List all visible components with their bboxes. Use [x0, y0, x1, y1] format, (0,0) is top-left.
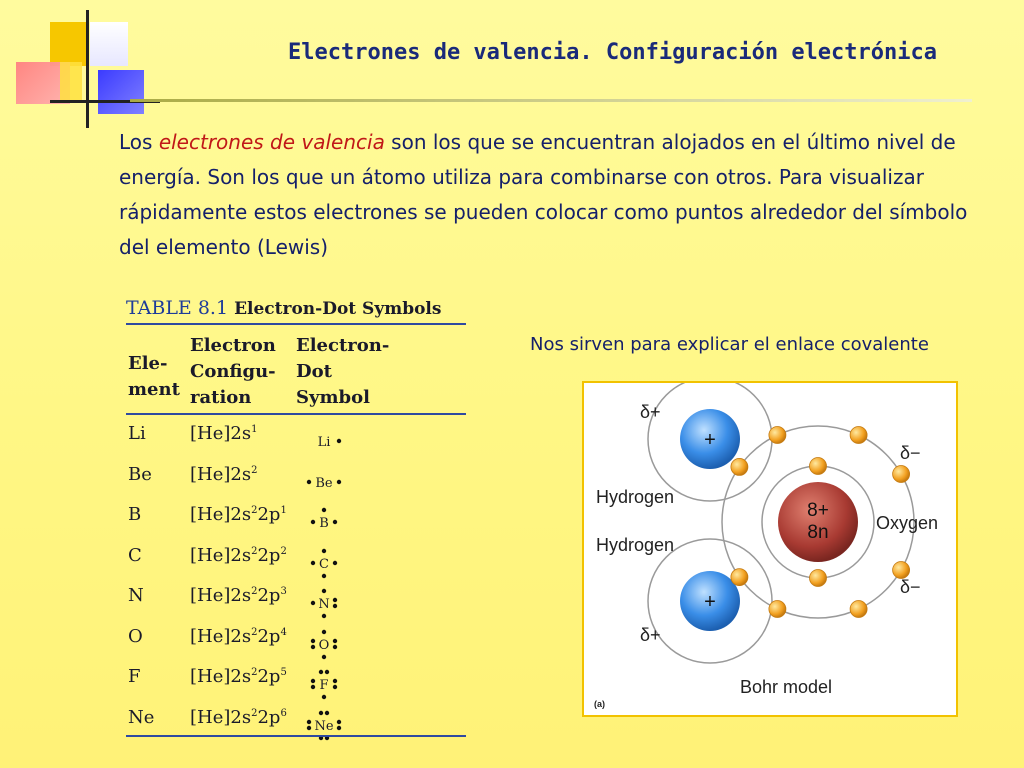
valence-electron-dot	[319, 710, 323, 714]
row-dot-symbol	[302, 423, 372, 463]
valence-electron-dot	[337, 725, 341, 729]
bohr-model-svg	[584, 383, 956, 715]
delta-plus-bottom: δ+	[640, 625, 661, 645]
paragraph-after: son los que se encuentran alojados en el último nivel de energía. Son los que un átomo utiliza para combinarse con otros. Para visualizar rápidamente estos electrones se pueden colocar como puntos alrededor del símbolo del elemento (Lewis)	[119, 130, 968, 259]
dot-symbol-text: O	[318, 637, 330, 653]
electron	[731, 458, 748, 475]
subtitle: Nos sirven para explicar el enlace covalente	[530, 334, 929, 355]
delta-plus-top: δ+	[640, 402, 661, 422]
row-dot-symbol	[302, 545, 372, 585]
electron	[850, 427, 867, 444]
panel-tag: (a)	[594, 699, 605, 709]
row-config: $[He]2s^22p^6$	[190, 706, 287, 728]
table-row	[126, 585, 456, 625]
valence-electron-dot	[322, 614, 326, 618]
valence-electron-dot	[319, 670, 323, 674]
valence-electron-dot	[333, 679, 337, 683]
row-element: B	[128, 504, 142, 525]
dot-symbol-text: N	[318, 597, 330, 612]
logo-square-blue	[98, 70, 144, 114]
table-row	[126, 707, 456, 747]
row-dot-symbol	[302, 626, 372, 666]
row-element: Ne	[128, 706, 155, 728]
dot-symbol-text: Li	[317, 435, 331, 450]
valence-electron-dot	[333, 685, 337, 689]
valence-electron-dot	[311, 685, 315, 689]
valence-electron-dot	[311, 520, 315, 524]
valence-electron-dot	[322, 629, 326, 633]
row-config: $[He]2s^22p^1$	[190, 504, 287, 525]
row-config: $[He]2s^1$	[190, 423, 258, 444]
row-element: Be	[128, 463, 152, 485]
row-config: $[He]2s^22p^2$	[190, 544, 287, 566]
row-element: C	[128, 544, 142, 566]
row-dot-symbol	[302, 585, 372, 625]
header-config: Electron Configu- ration	[190, 335, 276, 408]
header-dot-symbol: Electron- Dot Symbol	[296, 335, 390, 408]
table-row	[126, 545, 456, 585]
valence-electron-dot	[311, 560, 315, 564]
electron	[810, 458, 827, 475]
valence-electron-dot	[311, 638, 315, 642]
slide-logo	[0, 0, 160, 140]
valence-electron-dot	[322, 573, 326, 577]
valence-electron-dot	[325, 710, 329, 714]
bohr-model-figure	[582, 381, 958, 717]
logo-square-white	[90, 22, 128, 66]
electron	[810, 570, 827, 587]
proton-bottom-sign: +	[704, 591, 716, 613]
header-element: Ele- ment	[128, 353, 180, 400]
valence-electron-dot	[322, 508, 326, 512]
logo-square-yellow-small	[60, 62, 82, 102]
slide-title: Electrones de valencia. Configuración electrónica	[288, 40, 938, 65]
hydrogen-label-top: Hydrogen	[596, 487, 675, 507]
valence-electron-dot	[333, 604, 337, 608]
paragraph-before: Los	[119, 130, 159, 154]
valence-electron-dot	[337, 439, 341, 443]
valence-electron-dot	[307, 725, 311, 729]
valence-electron-dot	[333, 598, 337, 602]
electron	[893, 466, 910, 483]
row-element: F	[128, 666, 141, 687]
valence-electron-dot	[311, 601, 315, 605]
table-row	[126, 504, 456, 544]
table-row	[126, 464, 456, 504]
logo-vertical-line	[86, 10, 89, 128]
table-rule-top	[126, 323, 466, 325]
electron	[769, 601, 786, 618]
table-number: TABLE 8.1	[126, 297, 229, 319]
valence-electron-dot	[322, 548, 326, 552]
title-underline	[130, 99, 972, 102]
row-element: N	[128, 585, 144, 606]
row-config: $[He]2s^22p^5$	[190, 666, 287, 687]
valence-electron-dot	[333, 520, 337, 524]
valence-electron-dot	[325, 670, 329, 674]
dot-symbol-text: Ne	[314, 718, 334, 734]
electron	[731, 569, 748, 586]
table-name: Electron-Dot Symbols	[234, 299, 442, 319]
row-element: Li	[128, 423, 146, 444]
row-element: O	[128, 625, 143, 647]
delta-minus-top: δ−	[900, 443, 921, 463]
valence-electron-dot	[311, 644, 315, 648]
dot-symbol-text: Be	[315, 475, 333, 491]
table-rule-header	[126, 413, 466, 415]
table-row	[126, 423, 456, 463]
delta-minus-bottom: δ−	[900, 577, 921, 597]
electron	[893, 562, 910, 579]
electron	[850, 601, 867, 618]
valence-electron-dot	[311, 679, 315, 683]
row-dot-symbol	[302, 464, 372, 504]
table-row	[126, 666, 456, 706]
oxygen-label: Oxygen	[876, 513, 939, 533]
table-rule-bottom	[126, 735, 466, 737]
paragraph-highlight: electrones de valencia	[158, 130, 385, 154]
valence-electron-dot	[322, 589, 326, 593]
dot-symbol-text: F	[319, 678, 329, 693]
nucleus-neutrons: 8n	[807, 522, 829, 543]
row-config: $[He]2s^22p^4$	[190, 625, 287, 647]
valence-electron-dot	[333, 638, 337, 642]
dot-symbol-text: C	[319, 556, 329, 572]
table-title	[126, 297, 441, 319]
valence-electron-dot	[322, 695, 326, 699]
bohr-caption: Bohr model	[740, 677, 833, 697]
valence-electron-dot	[333, 560, 337, 564]
row-config: $[He]2s^2$	[190, 463, 258, 485]
row-config: $[He]2s^22p^3$	[190, 585, 287, 606]
row-dot-symbol	[302, 504, 372, 544]
valence-electron-dot	[307, 479, 311, 483]
row-dot-symbol	[302, 707, 372, 747]
nucleus-charge: 8+	[807, 500, 829, 521]
valence-electron-dot	[307, 719, 311, 723]
electron	[769, 427, 786, 444]
valence-electron-dot	[337, 479, 341, 483]
body-paragraph	[119, 125, 999, 265]
proton-top-sign: +	[704, 429, 716, 451]
valence-electron-dot	[333, 644, 337, 648]
hydrogen-label-bottom: Hydrogen	[596, 535, 675, 555]
valence-electron-dot	[322, 654, 326, 658]
electron-dot-table	[118, 295, 478, 745]
valence-electron-dot	[337, 719, 341, 723]
table-row	[126, 626, 456, 666]
dot-symbol-text: B	[319, 516, 329, 531]
row-dot-symbol	[302, 666, 372, 706]
logo-square-yellow	[50, 22, 86, 66]
